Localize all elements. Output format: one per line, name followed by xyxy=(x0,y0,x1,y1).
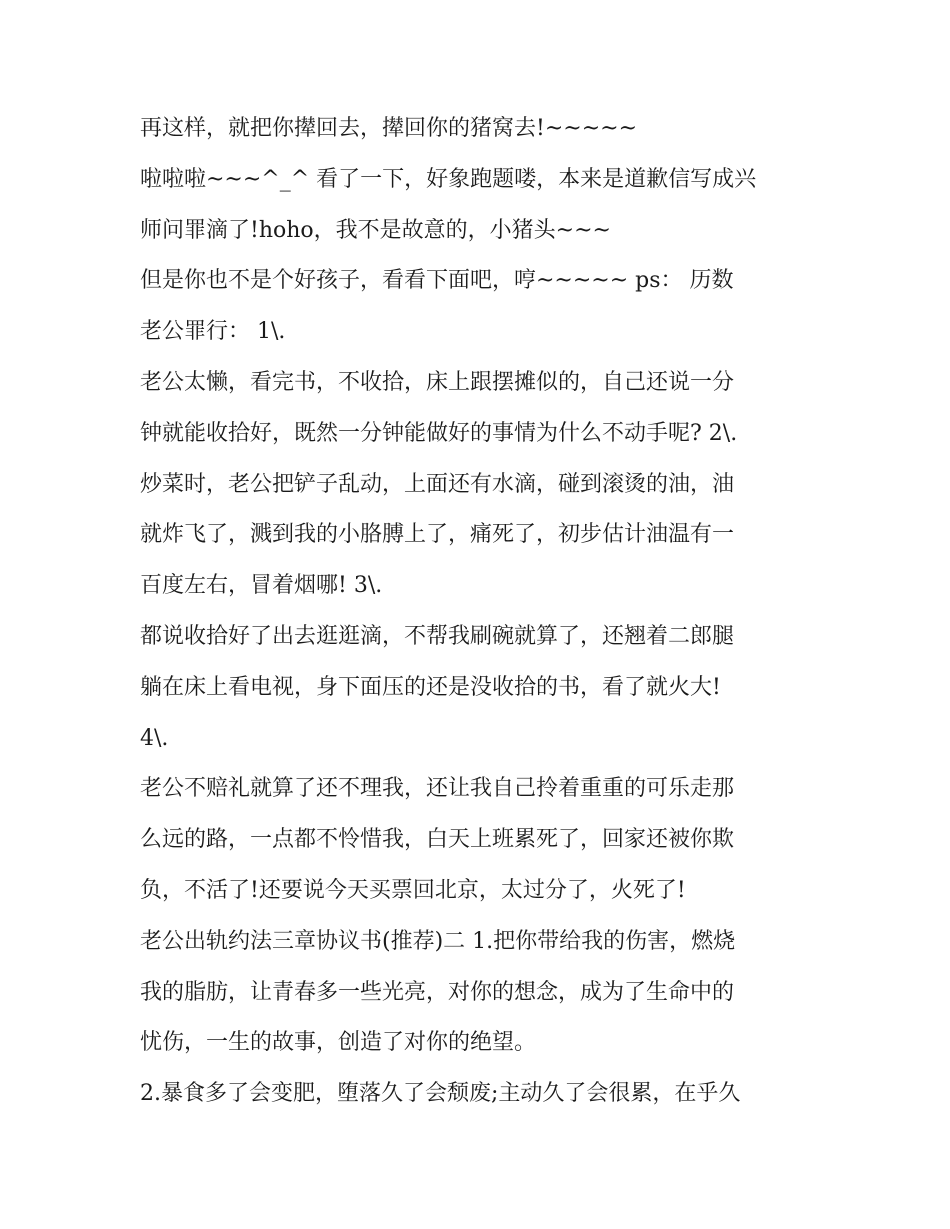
text-line: 都说收拾好了出去逛逛滴，不帮我刷碗就算了，还翘着二郎腿 xyxy=(140,623,735,649)
text-line: 再这样，就把你撵回去，撵回你的猪窝去!~~~~~ xyxy=(140,116,638,141)
text-line: 钟就能收拾好，既然一分钟能做好的事情为什么不动手呢? 2\. xyxy=(140,420,738,446)
text-line: 炒菜时，老公把铲子乱动，上面还有水滴，碰到滚烫的油，油 xyxy=(140,471,735,497)
text-line: 就炸飞了，溅到我的小胳膊上了，痛死了，初步估计油温有一 xyxy=(140,522,735,548)
text-line: 师问罪滴了!hoho，我不是故意的，小猪头~~~ xyxy=(140,217,611,243)
text-line: 但是你也不是个好孩子，看看下面吧，哼~~~~~ ps： 历数 xyxy=(140,268,734,294)
document-body xyxy=(140,104,830,1120)
text-line: 么远的路，一点都不怜惜我，白天上班累死了，回家还被你欺 xyxy=(140,827,735,853)
text-line: 啦啦啦~~~^_^ 看了一下，好象跑题喽，本来是道歉信写成兴 xyxy=(140,166,757,192)
text-line: 4\. xyxy=(140,725,169,751)
text-line: 忧伤，一生的故事，创造了对你的绝望。 xyxy=(140,1030,537,1056)
text-line: 我的脂肪，让青春多一些光亮，对你的想念，成为了生命中的 xyxy=(140,979,735,1005)
text-line: 老公罪行： 1\. xyxy=(140,319,286,345)
text-line: 老公出轨约法三章协议书(推荐)二 1.把你带给我的伤害，燃烧 xyxy=(140,928,736,954)
text-line: 2.暴食多了会变肥，堕落久了会颓废;主动久了会很累，在乎久 xyxy=(140,1081,741,1107)
text-line: 老公不赔礼就算了还不理我，还让我自己拎着重重的可乐走那 xyxy=(140,776,735,802)
text-line: 负，不活了!还要说今天买票回北京，太过分了，火死了! xyxy=(140,877,686,903)
text-line: 躺在床上看电视，身下面压的还是没收拾的书，看了就火大! xyxy=(140,674,721,700)
text-line: 老公太懒，看完书，不收拾，床上跟摆摊似的，自己还说一分 xyxy=(140,369,735,395)
text-line: 百度左右，冒着烟哪! 3\. xyxy=(140,573,383,599)
